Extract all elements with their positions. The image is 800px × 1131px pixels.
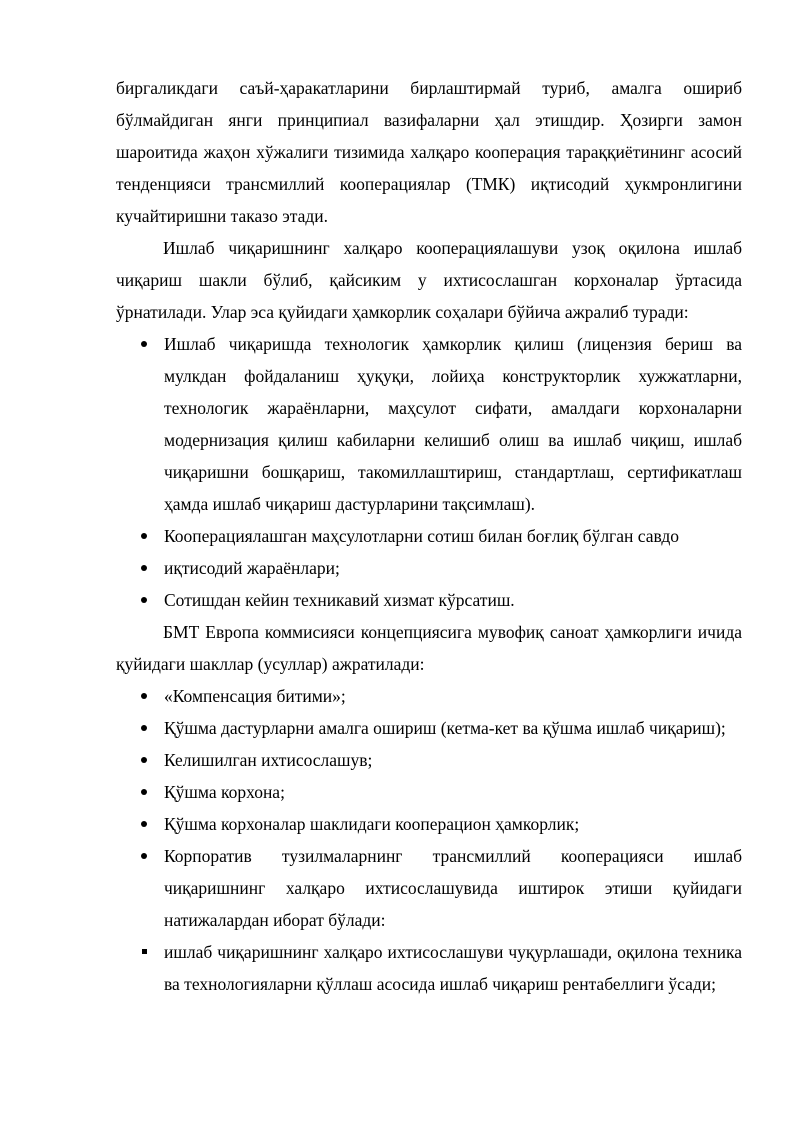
bullet-dot-icon <box>137 520 151 539</box>
list-item: Қўшма корхона; <box>116 776 742 808</box>
bullet-dot-icon <box>137 328 151 347</box>
list-item: Қўшма корхоналар шаклидаги кооперацион ҳамкорлик; <box>116 808 742 840</box>
cooperation-areas-list <box>116 328 742 616</box>
bullet-dot-icon <box>137 744 151 763</box>
bullet-dot-icon <box>137 808 151 827</box>
list-item: Қўшма дастурларни амалга ошириш (кетма-кет ва қўшма ишлаб чиқариш); <box>116 712 742 744</box>
list-item: Келишилган ихтисослашув; <box>116 744 742 776</box>
bullet-dot-icon <box>137 680 151 699</box>
cooperation-forms-list <box>116 680 742 936</box>
list-item: «Компенсация битими»; <box>116 680 742 712</box>
list-item: ишлаб чиқаришнинг халқаро ихтисослашуви чуқурлашади, оқилона техника ва технологияларни қўллаш асосида ишлаб чиқариш рентабеллиги ўсади; <box>116 936 742 1000</box>
list-item: Сотишдан кейин техникавий хизмат кўрсатиш. <box>116 584 742 616</box>
list-item: Кооперациялашган маҳсулотларни сотиш билан боғлиқ бўлган савдо <box>116 520 742 552</box>
bullet-dot-icon <box>137 776 151 795</box>
list-item: Корпоратив тузилмаларнинг трансмиллий кооперацияси ишлаб чиқаришнинг халқаро ихтисослашувида иштирок этиши қуйидаги натижалардан иборат бўлади: <box>116 840 742 936</box>
bullet-dot-icon <box>137 840 151 859</box>
bullet-dot-icon <box>137 584 151 603</box>
bullet-square-icon <box>137 936 151 954</box>
paragraph-intro: биргаликдаги саъй-ҳаракатларини бирлаштирмай туриб, амалга ошириб бўлмайдиган янги принципиал вазифаларни ҳал этишдир. Ҳозирги замон шароитида жаҳон хўжалиги тизимида халқаро кооперация тараққиётининг асосий тенденцияси трансмиллий кооперациялар (ТМК) иқтисодий ҳукмронлигини кучайтиришни таказо этади. <box>116 78 742 226</box>
bullet-dot-icon <box>137 712 151 731</box>
paragraph-un-commission: БМТ Европа коммисияси концепциясига мувофиқ саноат ҳамкорлиги ичида қуйидаги шакллар (усуллар) ажратилади: <box>116 622 742 674</box>
paragraph-cooperation: Ишлаб чиқаришнинг халқаро кооперациялашуви узоқ оқилона ишлаб чиқариш шакли бўлиб, қайсиким у ихтисослашган корхоналар ўртасида ўрнатилади. Улар эса қуйидаги ҳамкорлик соҳалари бўйича ажралиб туради: <box>116 238 742 322</box>
results-list <box>116 936 742 1000</box>
list-item: иқтисодий жараёнлари; <box>116 552 742 584</box>
bullet-dot-icon <box>137 552 151 571</box>
list-item: Ишлаб чиқаришда технологик ҳамкорлик қилиш (лицензия бериш ва мулкдан фойдаланиш ҳуқуқи, лойиҳа конструкторлик хужжатларни, технологик жараёнларни, маҳсулот сифати, амалдаги корхоналарни модернизация қилиш кабиларни келишиб олиш ва ишлаб чиқиш, ишлаб чиқаришни бошқариш, такомиллаштириш, стандартлаш, сертификатлаш ҳамда ишлаб чиқариш дастурларини тақсимлаш). <box>116 328 742 520</box>
